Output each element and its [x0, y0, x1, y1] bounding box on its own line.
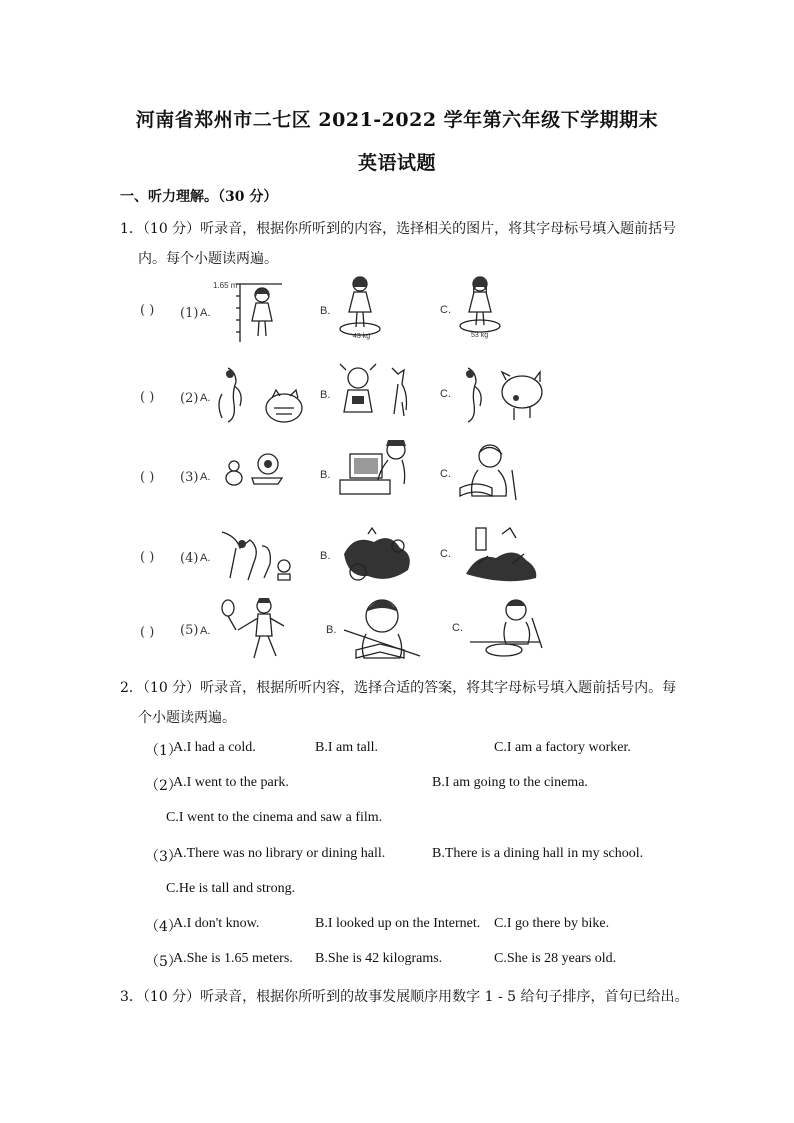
robot-toy-picture [212, 448, 292, 490]
q3-stem [120, 986, 689, 1006]
exam-title: 河南省郑州市二七区 2021-2022 学年第六年级下学期期末 [135, 109, 659, 131]
option-c[interactable]: C.She is 28 years old. [494, 951, 617, 966]
item-number: (3) [180, 470, 199, 485]
item-number: (2) [180, 391, 199, 406]
option-a[interactable]: A.I don't know. [173, 916, 260, 931]
answer-bracket[interactable]: ( ) [140, 470, 155, 485]
earthquake-ruins-picture [462, 524, 546, 584]
answer-bracket[interactable]: ( ) [140, 303, 155, 318]
item-number: (1) [180, 306, 199, 321]
weight-label-b: 43 kg [353, 333, 371, 340]
q1-text-line1: 听录音，根据你所听到的内容，选择相关的图片，将其字母标号填入题前括号 [200, 221, 677, 237]
option-a[interactable]: A.I had a cold. [173, 740, 256, 755]
item-number: （1） [145, 743, 182, 759]
option-label-b: B. [320, 550, 331, 562]
height-label: 1.65 m [213, 281, 238, 290]
weight-label-c: 53 kg [471, 332, 489, 339]
q2-text-line2: 个小题读两遍。 [138, 710, 236, 726]
option-a[interactable]: A.She is 1.65 meters. [173, 951, 293, 966]
boy-with-book-picture [342, 594, 422, 662]
q3-number: 3．（10 分） [120, 989, 201, 1005]
q1-stem [120, 218, 676, 238]
exam-subtitle: 英语试题 [357, 152, 436, 174]
animals-picture [214, 526, 300, 584]
answer-bracket[interactable]: ( ) [140, 625, 155, 640]
item-number: (4) [180, 551, 199, 566]
option-label-b: B. [320, 389, 331, 401]
q1-number: 1．（10 分） [120, 221, 201, 237]
girl-height-picture [210, 276, 300, 346]
crashed-vehicles-picture [338, 526, 418, 586]
answer-bracket[interactable]: ( ) [140, 550, 155, 565]
option-b[interactable]: B.I looked up on the Internet. [315, 916, 481, 931]
q2-stem [120, 677, 676, 697]
boy-at-computer-picture [336, 438, 416, 498]
option-label-a: A. [200, 392, 211, 404]
girl-on-scale-picture-c [456, 271, 506, 341]
option-b[interactable]: B.I am going to the cinema. [432, 775, 588, 790]
option-label-a: A. [200, 471, 211, 483]
option-label-c: C. [440, 304, 451, 316]
option-label-c: C. [440, 468, 451, 480]
option-label-c: C. [440, 548, 451, 560]
option-label-a: A. [200, 307, 211, 319]
boy-fishing-picture [470, 594, 550, 662]
boy-and-dog-picture [338, 362, 418, 426]
item-number: （3） [145, 849, 182, 865]
q2-number: 2．（10 分） [120, 680, 201, 696]
badminton-player-picture [214, 594, 298, 664]
q2-text-line1: 听录音，根据所听内容，选择合适的答案，将其字母标号填入题前括号内。每 [200, 680, 677, 696]
option-label-c: C. [452, 622, 463, 634]
option-label-b: B. [320, 305, 331, 317]
option-a[interactable]: A.I went to the park. [173, 775, 289, 790]
option-b[interactable]: B.She is 42 kilograms. [315, 951, 443, 966]
item-number: （5） [145, 954, 182, 970]
option-a[interactable]: A.There was no library or dining hall. [173, 846, 386, 861]
option-c[interactable]: C.I go there by bike. [494, 916, 610, 931]
option-c[interactable]: C.He is tall and strong. [166, 881, 296, 896]
item-number: (5) [180, 623, 199, 638]
option-label-b: B. [320, 469, 331, 481]
monkey-and-pig-picture [458, 362, 548, 426]
option-label-a: A. [200, 552, 211, 564]
option-label-c: C. [440, 388, 451, 400]
q3-text: 听录音，根据你所听到的故事发展顺序用数字 1 - 5 给句子排序，首句已给出。 [200, 989, 689, 1005]
option-c[interactable]: C.I am a factory worker. [494, 740, 631, 755]
monkey-and-cat-picture [214, 364, 310, 426]
answer-bracket[interactable]: ( ) [140, 390, 155, 405]
section-heading: 一、听力理解。（30 分） [120, 189, 278, 205]
girl-on-scale-picture-b [338, 271, 388, 341]
option-label-b: B. [326, 624, 337, 636]
boy-reading-picture [456, 440, 526, 502]
item-number: （4） [145, 919, 182, 935]
option-b[interactable]: B.I am tall. [315, 740, 378, 755]
q1-text-line2: 内。每个小题读两遍。 [138, 251, 278, 267]
option-label-a: A. [200, 625, 211, 637]
item-number: （2） [145, 778, 182, 794]
option-b[interactable]: B.There is a dining hall in my school. [432, 846, 644, 861]
option-c[interactable]: C.I went to the cinema and saw a film. [166, 810, 383, 825]
